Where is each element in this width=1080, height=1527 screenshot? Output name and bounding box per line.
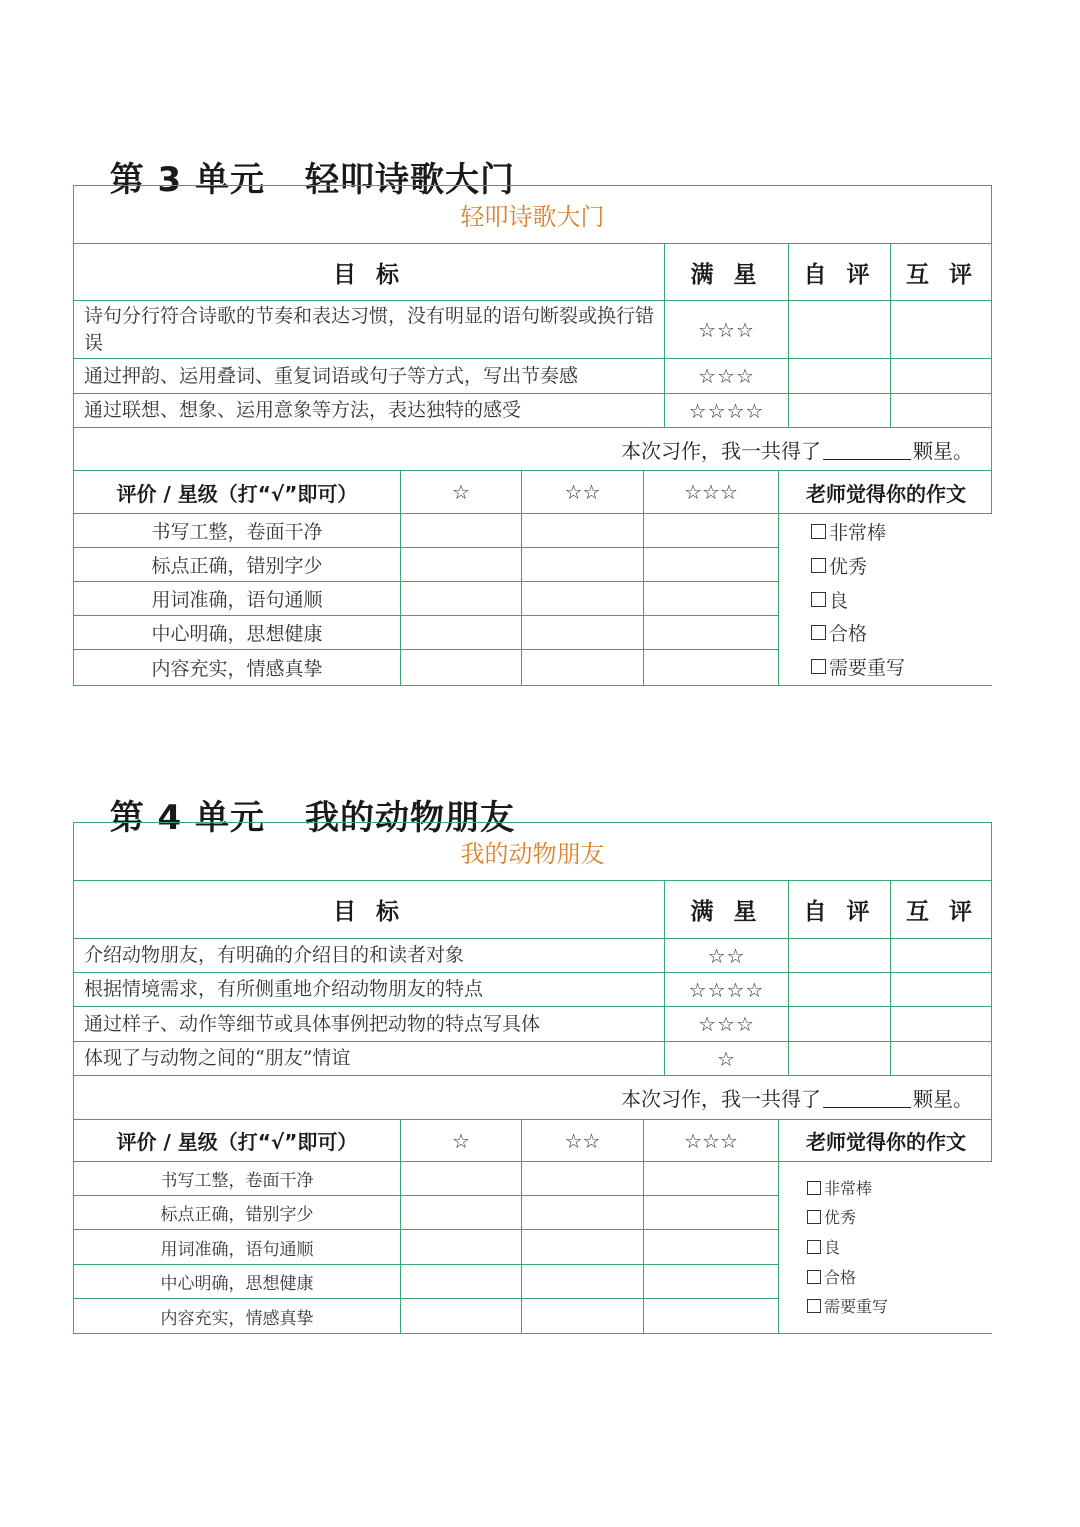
check-cell[interactable]	[401, 1196, 522, 1229]
option-label: 非常棒	[824, 1179, 873, 1198]
goal-row	[74, 1042, 991, 1076]
check-cell[interactable]	[401, 616, 522, 649]
goal-full-stars: ☆☆	[665, 939, 789, 972]
check-cell[interactable]	[522, 1230, 644, 1264]
level-2-star: ☆☆	[522, 1120, 644, 1161]
criteria-label: 标点正确，错别字少	[74, 1196, 401, 1229]
goal-row	[74, 301, 991, 359]
unit4-table-title-row	[74, 823, 991, 881]
criteria-label: 用词准确，语句通顺	[74, 582, 401, 615]
unit3-heading-name: 轻叩诗歌大门	[305, 160, 516, 200]
check-cell[interactable]	[644, 1230, 779, 1264]
checkbox-icon[interactable]	[811, 659, 826, 674]
check-cell[interactable]	[401, 548, 522, 581]
check-cell[interactable]	[644, 1196, 779, 1229]
criteria-label: 内容充实，情感真挚	[74, 1299, 401, 1333]
goal-full-stars: ☆☆☆☆	[665, 973, 789, 1006]
check-cell[interactable]	[522, 582, 644, 615]
unit4-rubric-table	[73, 822, 992, 1334]
check-cell[interactable]	[401, 582, 522, 615]
check-cell[interactable]	[644, 514, 779, 547]
scale-header-row	[74, 471, 991, 514]
goal-text: 诗句分行符合诗歌的节奏和表达习惯，没有明显的语句断裂或换行错误	[74, 301, 665, 358]
check-cell[interactable]	[522, 1265, 644, 1298]
teacher-header: 老师觉得你的作文	[806, 1130, 966, 1154]
goal-text: 体现了与动物之间的“朋友”情谊	[74, 1042, 665, 1075]
goal-header: 目 标	[74, 881, 665, 938]
total-prefix: 本次习作，我一共得了	[621, 438, 821, 463]
option-pass[interactable]	[811, 619, 867, 646]
self-eval-cell[interactable]	[789, 1007, 891, 1041]
check-cell[interactable]	[644, 548, 779, 581]
total-stars-line	[74, 1076, 991, 1119]
check-cell[interactable]	[522, 616, 644, 649]
check-cell[interactable]	[401, 1230, 522, 1264]
goal-row	[74, 359, 991, 394]
unit3-table-title: 轻叩诗歌大门	[460, 203, 605, 231]
option-pass[interactable]	[807, 1265, 856, 1288]
level-1-star: ☆	[401, 1120, 522, 1161]
check-cell[interactable]	[644, 1265, 779, 1298]
goal-full-stars: ☆	[665, 1042, 789, 1075]
option-label: 良	[824, 1238, 841, 1257]
level-3-star: ☆☆☆	[644, 1120, 779, 1161]
level-1-star: ☆	[401, 471, 522, 513]
option-label: 需要重写	[824, 1297, 889, 1316]
self-eval-cell[interactable]	[789, 973, 891, 1006]
teacher-header: 老师觉得你的作文	[806, 481, 966, 506]
checkbox-icon[interactable]	[811, 558, 826, 573]
total-prefix: 本次习作，我一共得了	[621, 1087, 821, 1111]
peer-eval-header: 互 评	[905, 899, 978, 925]
check-cell[interactable]	[522, 514, 644, 547]
goal-full-stars: ☆☆☆	[665, 301, 789, 358]
full-stars-header: 满 星	[665, 881, 789, 938]
level-3-star: ☆☆☆	[644, 471, 779, 513]
check-cell[interactable]	[522, 548, 644, 581]
check-cell[interactable]	[644, 1299, 779, 1333]
self-eval-header: 自 评	[789, 244, 891, 300]
total-blank[interactable]	[823, 1087, 911, 1108]
unit4-table-title: 我的动物朋友	[460, 840, 605, 868]
goal-text: 根据情境需求，有所侧重地介绍动物朋友的特点	[74, 973, 665, 1006]
peer-eval-cell[interactable]	[891, 1042, 993, 1075]
option-good[interactable]	[811, 552, 867, 579]
goal-full-stars: ☆☆☆	[665, 359, 789, 393]
option-label: 优秀	[824, 1208, 857, 1227]
checkbox-icon[interactable]	[807, 1299, 821, 1313]
goal-row	[74, 939, 991, 973]
unit4-heading-name: 我的动物朋友	[305, 798, 516, 838]
goal-full-stars: ☆☆☆☆	[665, 394, 789, 427]
check-cell[interactable]	[644, 582, 779, 615]
option-good[interactable]	[807, 1205, 856, 1228]
self-eval-cell[interactable]	[789, 1042, 891, 1075]
unit3-rubric-table	[73, 185, 992, 686]
checkbox-icon[interactable]	[807, 1270, 821, 1284]
goal-full-stars: ☆☆☆	[665, 1007, 789, 1041]
check-cell[interactable]	[522, 650, 644, 685]
scale-header: 评价 / 星级（打“√”即可）	[74, 471, 401, 513]
option-label: 需要重写	[829, 657, 906, 679]
self-eval-cell[interactable]	[789, 939, 891, 972]
criteria-label: 书写工整，卷面干净	[74, 1162, 401, 1195]
criteria-label: 用词准确，语句通顺	[74, 1230, 401, 1264]
option-excellent[interactable]	[811, 518, 886, 545]
option-label: 合格	[824, 1268, 857, 1287]
option-rewrite[interactable]	[811, 653, 905, 680]
option-fair[interactable]	[807, 1235, 840, 1258]
goal-text: 介绍动物朋友，有明确的介绍目的和读者对象	[74, 939, 665, 972]
peer-eval-cell[interactable]	[891, 301, 993, 358]
option-rewrite[interactable]	[807, 1294, 888, 1317]
check-cell[interactable]	[401, 1162, 522, 1195]
level-2-star: ☆☆	[522, 471, 644, 513]
total-stars-row	[74, 1076, 991, 1120]
total-suffix: 颗星。	[913, 1087, 973, 1111]
self-eval-header: 自 评	[789, 881, 891, 938]
option-fair[interactable]	[811, 586, 848, 613]
option-label: 良	[829, 590, 849, 612]
check-cell[interactable]	[522, 1299, 644, 1333]
peer-eval-cell[interactable]	[891, 973, 993, 1006]
scale-header-row	[74, 1120, 991, 1162]
teacher-options	[779, 514, 993, 685]
goal-row	[74, 973, 991, 1007]
criteria-label: 中心明确，思想健康	[74, 616, 401, 649]
check-cell[interactable]	[401, 1265, 522, 1298]
peer-eval-cell[interactable]	[891, 939, 993, 972]
check-cell[interactable]	[644, 616, 779, 649]
unit3-heading-unit: 第 3 单元	[109, 160, 266, 200]
self-eval-cell[interactable]	[789, 301, 891, 358]
option-label: 合格	[829, 623, 868, 645]
check-cell[interactable]	[401, 1299, 522, 1333]
checkbox-icon[interactable]	[811, 625, 826, 640]
unit3-goal-header-row	[74, 244, 991, 301]
self-eval-cell[interactable]	[789, 359, 891, 393]
total-suffix: 颗星。	[913, 438, 973, 463]
check-cell[interactable]	[522, 1162, 644, 1195]
teacher-options	[779, 1162, 993, 1333]
checkbox-icon[interactable]	[807, 1210, 821, 1224]
option-label: 非常棒	[829, 522, 887, 544]
peer-eval-cell[interactable]	[891, 394, 993, 427]
unit3-table-title-row	[74, 186, 991, 244]
goal-text: 通过联想、想象、运用意象等方法，表达独特的感受	[74, 394, 665, 427]
check-cell[interactable]	[522, 1196, 644, 1229]
check-cell[interactable]	[401, 650, 522, 685]
criteria-label: 书写工整，卷面干净	[74, 514, 401, 547]
full-stars-header: 满 星	[665, 244, 789, 300]
total-blank[interactable]	[823, 439, 911, 460]
checkbox-icon[interactable]	[811, 524, 826, 539]
criteria-label: 标点正确，错别字少	[74, 548, 401, 581]
goal-row	[74, 1007, 991, 1042]
checkbox-icon[interactable]	[807, 1181, 821, 1195]
peer-eval-header: 互 评	[905, 261, 978, 288]
unit4-goal-header-row	[74, 881, 991, 939]
peer-eval-cell[interactable]	[891, 359, 993, 393]
goal-header: 目 标	[74, 244, 665, 300]
check-cell[interactable]	[644, 1162, 779, 1195]
check-cell[interactable]	[401, 514, 522, 547]
option-label: 优秀	[829, 556, 868, 578]
peer-eval-cell[interactable]	[891, 1007, 993, 1041]
goal-text: 通过押韵、运用叠词、重复词语或句子等方式，写出节奏感	[74, 359, 665, 393]
criteria-label: 中心明确，思想健康	[74, 1265, 401, 1298]
total-stars-line	[74, 428, 991, 470]
check-cell[interactable]	[644, 650, 779, 685]
goal-text: 通过样子、动作等细节或具体事例把动物的特点写具体	[74, 1007, 665, 1041]
checkbox-icon[interactable]	[811, 592, 826, 607]
unit4-heading-unit: 第 4 单元	[109, 798, 266, 838]
self-eval-cell[interactable]	[789, 394, 891, 427]
checkbox-icon[interactable]	[807, 1240, 821, 1254]
criteria-label: 内容充实，情感真挚	[74, 650, 401, 685]
total-stars-row	[74, 428, 991, 471]
goal-row	[74, 394, 991, 428]
scale-header: 评价 / 星级（打“√”即可）	[74, 1120, 401, 1161]
option-excellent[interactable]	[807, 1176, 872, 1199]
